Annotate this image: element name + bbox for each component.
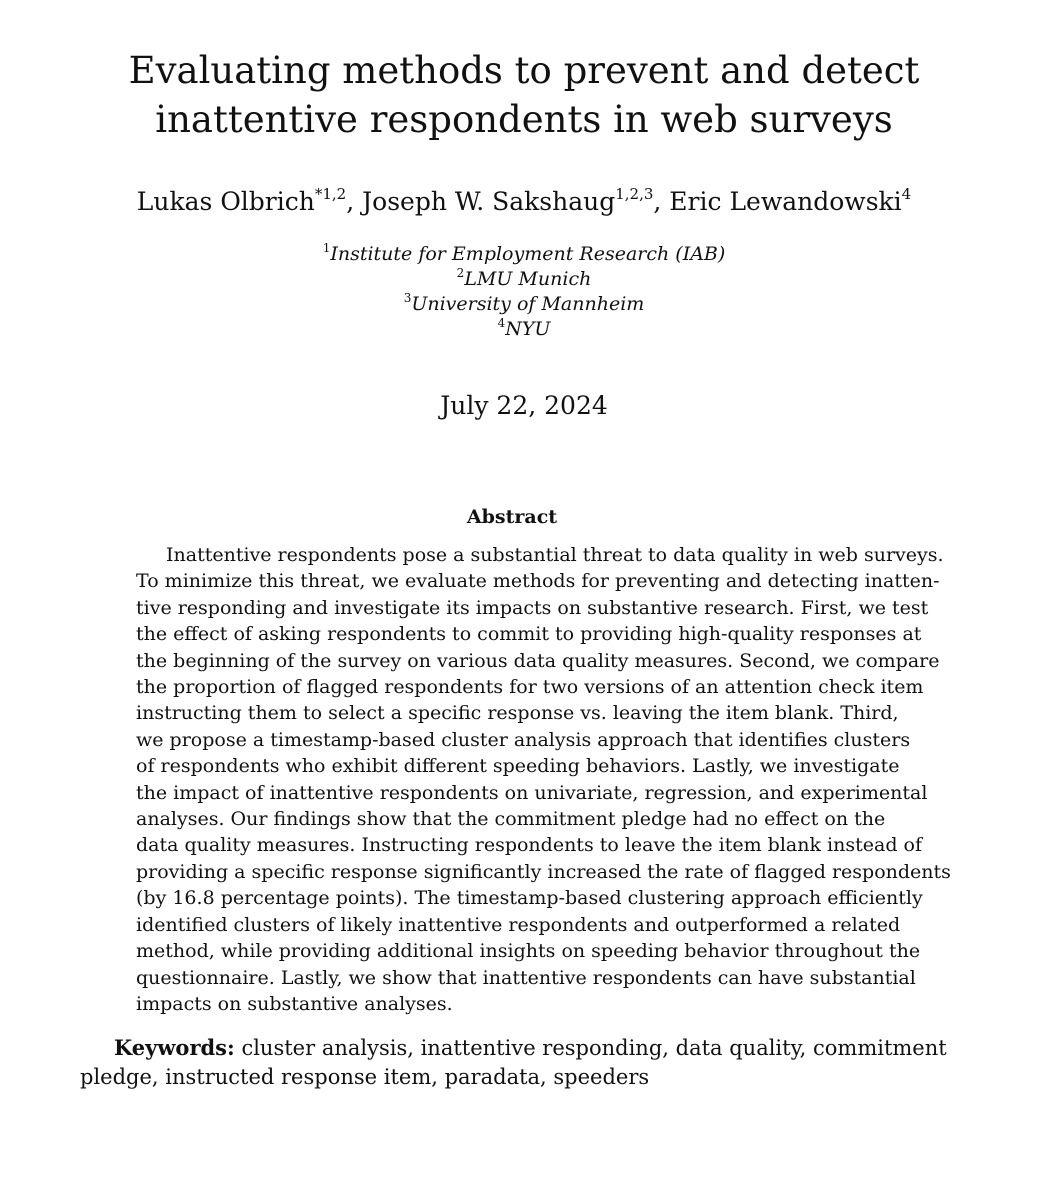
author-name: Joseph W. Sakshaug	[362, 187, 616, 216]
affiliation	[0, 292, 1048, 317]
affiliation-name: University of Mannheim	[411, 293, 645, 315]
abstract-line: the beginning of the survey on various data quality measures. Second, we compare	[136, 649, 940, 672]
affiliation-name: NYU	[505, 318, 551, 340]
affiliation	[0, 242, 1048, 267]
keywords-section	[80, 1033, 960, 1092]
affiliation	[0, 267, 1048, 292]
affiliation	[0, 317, 1048, 342]
abstract-line: questionnaire. Lastly, we show that inattentive respondents can have substantial	[136, 966, 916, 989]
author-separator: ,	[346, 187, 363, 216]
paper-title	[0, 46, 1048, 144]
abstract-line: instructing them to select a specific response vs. leaving the item blank. Third,	[136, 702, 899, 725]
author-name: Lukas Olbrich	[136, 187, 315, 216]
affiliation-mark: 1	[322, 241, 331, 255]
author-separator: ,	[653, 187, 670, 216]
abstract-line: identified clusters of likely inattentive respondents and outperformed a related	[136, 913, 901, 936]
publication-date: July 22, 2024	[440, 391, 608, 420]
affiliation-name: Institute for Employment Research (IAB)	[330, 243, 726, 265]
abstract-line: analyses. Our findings show that the commitment pledge had no effect on the	[136, 808, 886, 831]
abstract-line: we propose a timestamp-based cluster analysis approach that identifies clusters	[136, 728, 911, 751]
abstract-heading: Abstract	[466, 506, 558, 528]
abstract-line: To minimize this threat, we evaluate methods for preventing and detecting inatten-	[136, 570, 940, 593]
title-line-2: inattentive respondents in web surveys	[155, 98, 893, 141]
author-affiliation-mark: 4	[901, 185, 912, 203]
abstract-line: the proportion of flagged respondents for two versions of an attention check item	[136, 676, 924, 699]
author-list	[0, 186, 1048, 218]
affiliation-name: LMU Munich	[464, 268, 592, 290]
abstract-line: (by 16.8 percentage points). The timestamp-based clustering approach efficiently	[136, 887, 923, 910]
author-name: Eric Lewandowski	[669, 187, 902, 216]
abstract-line: the effect of asking respondents to commit to providing high-quality responses at	[136, 623, 922, 646]
keywords-label: Keywords:	[114, 1035, 235, 1060]
affiliation-list	[0, 242, 1048, 342]
abstract-line: impacts on substantive analyses.	[136, 992, 453, 1015]
abstract-line: tive responding and investigate its impacts on substantive research. First, we test	[136, 596, 929, 619]
keywords-text: cluster analysis, inattentive responding, data quality, commitment	[241, 1036, 947, 1060]
abstract-line: Inattentive respondents pose a substantial threat to data quality in web surveys.	[166, 544, 944, 566]
affiliation-mark: 4	[497, 316, 506, 330]
abstract-line: data quality measures. Instructing respondents to leave the item blank instead of	[136, 834, 922, 857]
affiliation-mark: 3	[403, 291, 412, 305]
abstract-line: the impact of inattentive respondents on univariate, regression, and experimental	[136, 781, 928, 804]
abstract-body	[136, 542, 951, 1017]
keywords-line	[80, 1033, 960, 1063]
author-affiliation-mark: *1,2	[314, 185, 347, 203]
author-affiliation-mark: 1,2,3	[615, 185, 654, 203]
keywords-line: pledge, instructed response item, paradata, speeders	[80, 1065, 650, 1089]
affiliation-mark: 2	[456, 266, 465, 280]
abstract-line: of respondents who exhibit different speeding behaviors. Lastly, we investigate	[136, 755, 900, 778]
abstract-line: providing a specific response significantly increased the rate of flagged respondents	[136, 860, 951, 883]
title-line-1: Evaluating methods to prevent and detect	[128, 49, 920, 92]
abstract-line: method, while providing additional insights on speeding behavior throughout the	[136, 940, 921, 963]
